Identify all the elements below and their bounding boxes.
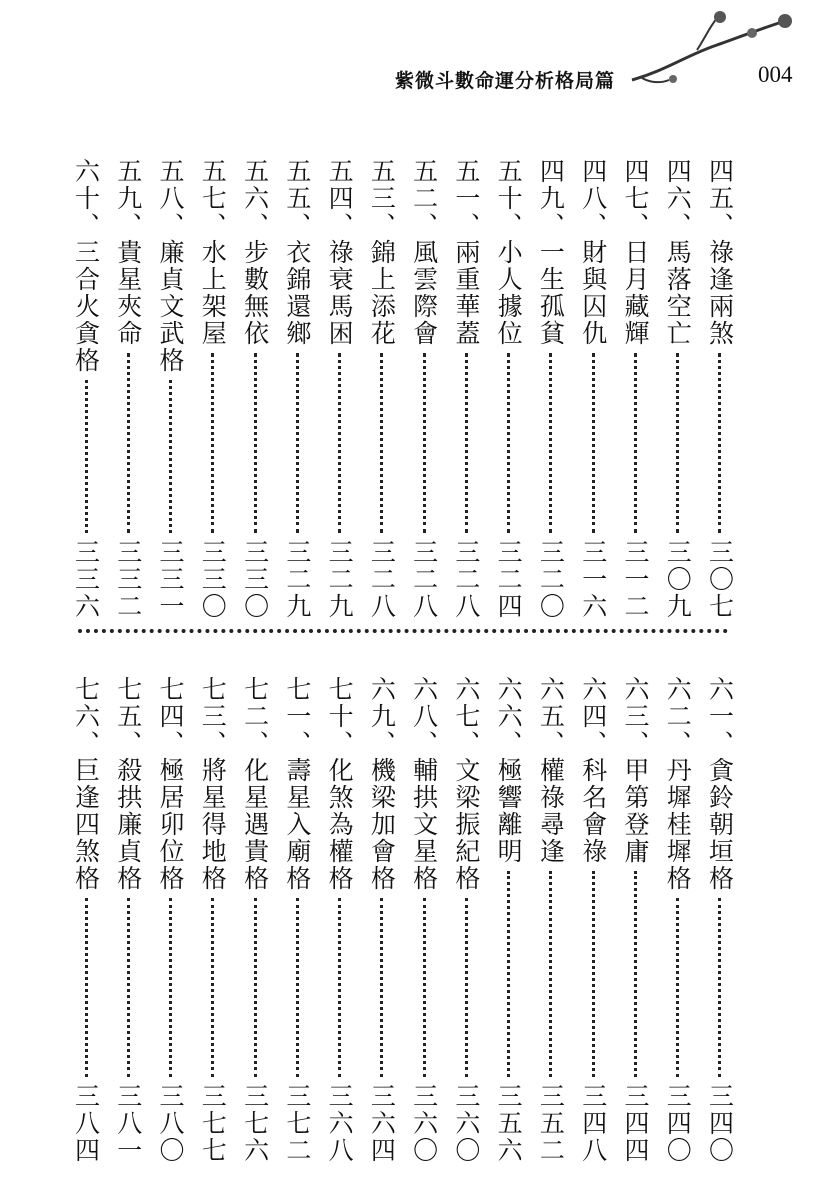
toc-entry-title: 七十、化煞為權格 xyxy=(325,676,355,892)
dot-leader xyxy=(127,898,130,1077)
dot-leader xyxy=(676,353,679,533)
toc-entry-title: 四九、一生孤貧 xyxy=(536,158,566,347)
toc-entry[interactable] xyxy=(153,158,189,620)
dot-leader xyxy=(254,353,257,533)
toc-entry[interactable] xyxy=(110,676,146,1164)
page-number: 004 xyxy=(758,62,793,87)
toc-entry-page: 三一二 xyxy=(620,539,650,620)
toc-entry[interactable] xyxy=(237,158,273,620)
toc-entry-page: 三一六 xyxy=(578,539,608,620)
toc-entry-page: 三六〇 xyxy=(409,1083,439,1164)
dot-leader xyxy=(676,898,679,1077)
toc-entry[interactable] xyxy=(364,158,400,620)
dot-leader xyxy=(169,380,172,533)
toc-entry-title: 六一、貪鈴朝垣格 xyxy=(705,676,735,892)
dot-leader xyxy=(465,353,468,533)
dot-leader xyxy=(211,898,214,1077)
toc-entry-title: 六四、科名會祿 xyxy=(578,676,608,865)
toc-entry[interactable] xyxy=(279,158,315,620)
toc-entry-page: 三三〇 xyxy=(198,539,228,620)
toc-entry-title: 五七、水上架屋 xyxy=(198,158,228,347)
toc-entry[interactable] xyxy=(195,676,231,1164)
toc-entry[interactable] xyxy=(195,158,231,620)
toc-entry[interactable] xyxy=(279,676,315,1164)
dot-leader xyxy=(296,353,299,533)
dot-leader xyxy=(423,898,426,1077)
toc-entry-page: 三二八 xyxy=(367,539,397,620)
toc-entry-title: 四七、日月藏輝 xyxy=(620,158,650,347)
toc-entry-title: 六五、權祿尋逢 xyxy=(536,676,566,865)
section-divider xyxy=(78,629,728,633)
toc-entry[interactable] xyxy=(702,158,738,620)
toc-entry-page: 三二九 xyxy=(282,539,312,620)
toc-entry-title: 六六、極響離明 xyxy=(494,676,524,865)
toc-entry-title: 七一、壽星入廟格 xyxy=(282,676,312,892)
dot-leader xyxy=(85,898,88,1077)
dot-leader xyxy=(592,871,595,1077)
toc-entry-page: 三六四 xyxy=(367,1083,397,1164)
toc-entry-title: 六三、甲第登庸 xyxy=(620,676,650,865)
toc-entry-title: 六九、機梁加會格 xyxy=(367,676,397,892)
toc-top-block xyxy=(68,158,738,620)
toc-entry-title: 五六、步數無依 xyxy=(240,158,270,347)
dot-leader xyxy=(549,353,552,533)
toc-entry[interactable] xyxy=(322,676,358,1164)
dot-leader xyxy=(718,353,721,533)
toc-entry[interactable] xyxy=(533,158,569,620)
toc-entry-title: 五一、兩重華蓋 xyxy=(451,158,481,347)
toc-entry[interactable] xyxy=(406,158,442,620)
toc-entry-title: 五五、衣錦還鄉 xyxy=(282,158,312,347)
toc-entry[interactable] xyxy=(448,676,484,1164)
toc-entry-page: 三三〇 xyxy=(240,539,270,620)
toc-entry-page: 三五六 xyxy=(494,1083,524,1164)
dot-leader xyxy=(634,353,637,533)
dot-leader xyxy=(296,898,299,1077)
toc-entry-title: 四六、馬落空亡 xyxy=(663,158,693,347)
dot-leader xyxy=(338,353,341,533)
dot-leader xyxy=(549,871,552,1077)
toc-entry-page: 三二四 xyxy=(494,539,524,620)
dot-leader xyxy=(423,353,426,533)
toc-entry-title: 七三、將星得地格 xyxy=(198,676,228,892)
toc-entry-page: 三三一 xyxy=(156,539,186,620)
running-title: 紫微斗數命運分析格局篇 xyxy=(395,70,616,92)
toc-entry[interactable] xyxy=(68,676,104,1164)
toc-entry-page: 三八〇 xyxy=(156,1083,186,1164)
toc-entry-title: 六八、輔拱文星格 xyxy=(409,676,439,892)
toc-entry[interactable] xyxy=(575,676,611,1164)
toc-entry-title: 六七、文梁振紀格 xyxy=(451,676,481,892)
toc-entry-title: 七六、巨逢四煞格 xyxy=(71,676,101,892)
toc-entry[interactable] xyxy=(110,158,146,620)
toc-entry[interactable] xyxy=(491,158,527,620)
toc-entry-page: 三〇七 xyxy=(705,539,735,620)
toc-entry-title: 四五、祿逢兩煞 xyxy=(705,158,735,347)
dot-leader xyxy=(380,353,383,533)
dot-leader xyxy=(380,898,383,1077)
toc-entry-title: 六二、丹墀桂墀格 xyxy=(663,676,693,892)
toc-entry-page: 三二八 xyxy=(409,539,439,620)
toc-entry-title: 七二、化星遇貴格 xyxy=(240,676,270,892)
toc-entry-page: 三六〇 xyxy=(451,1083,481,1164)
toc-entry-page: 三四八 xyxy=(578,1083,608,1164)
toc-entry-title: 五四、祿衰馬困 xyxy=(325,158,355,347)
dot-leader xyxy=(592,353,595,533)
toc-entry[interactable] xyxy=(617,158,653,620)
toc-entry-page: 三二九 xyxy=(325,539,355,620)
toc-entry-title: 五十、小人據位 xyxy=(494,158,524,347)
dot-leader xyxy=(507,871,510,1077)
toc-entry-title: 四八、財與囚仇 xyxy=(578,158,608,347)
toc-entry-title: 五九、貴星夾命 xyxy=(113,158,143,347)
toc-entry[interactable] xyxy=(660,158,696,620)
toc-entry[interactable] xyxy=(448,158,484,620)
dot-leader xyxy=(254,898,257,1077)
toc-entry[interactable] xyxy=(364,676,400,1164)
toc-entry[interactable] xyxy=(153,676,189,1164)
toc-entry-page: 三八四 xyxy=(71,1083,101,1164)
toc-entry[interactable] xyxy=(68,158,104,620)
toc-entry-page: 三五二 xyxy=(536,1083,566,1164)
toc-entry-title: 五三、錦上添花 xyxy=(367,158,397,347)
dot-leader xyxy=(507,353,510,533)
toc-bottom-block xyxy=(68,676,738,1164)
toc-entry-title: 五八、廉貞文武格 xyxy=(156,158,186,374)
toc-entry[interactable] xyxy=(406,676,442,1164)
ink-branch-illustration xyxy=(387,0,817,110)
toc-entry-page: 三二八 xyxy=(451,539,481,620)
toc-entry-title: 六十、三合火貪格 xyxy=(71,158,101,374)
dot-leader xyxy=(211,353,214,533)
toc-entry[interactable] xyxy=(491,676,527,1164)
dot-leader xyxy=(85,380,88,533)
toc-entry-page: 三〇九 xyxy=(663,539,693,620)
dot-leader xyxy=(127,353,130,533)
toc-entry-page: 三四〇 xyxy=(663,1083,693,1164)
toc-entry[interactable] xyxy=(702,676,738,1164)
dot-leader xyxy=(169,898,172,1077)
toc-entry-page: 三三六 xyxy=(71,539,101,620)
toc-entry-title: 七五、殺拱廉貞格 xyxy=(113,676,143,892)
toc-entry-title: 七四、極居卯位格 xyxy=(156,676,186,892)
dot-leader xyxy=(634,871,637,1077)
toc-entry[interactable] xyxy=(237,676,273,1164)
toc-entry-page: 三六八 xyxy=(325,1083,355,1164)
toc-entry-page: 三七七 xyxy=(198,1083,228,1164)
toc-entry-page: 三七二 xyxy=(282,1083,312,1164)
toc-entry[interactable] xyxy=(660,676,696,1164)
toc-entry-page: 三七六 xyxy=(240,1083,270,1164)
dot-leader xyxy=(338,898,341,1077)
toc-entry[interactable] xyxy=(533,676,569,1164)
toc-entry[interactable] xyxy=(322,158,358,620)
toc-entry-title: 五二、風雲際會 xyxy=(409,158,439,347)
toc-entry[interactable] xyxy=(617,676,653,1164)
toc-entry[interactable] xyxy=(575,158,611,620)
toc-entry-page: 三三二 xyxy=(113,539,143,620)
toc-entry-page: 三四〇 xyxy=(705,1083,735,1164)
toc-entry-page: 三四四 xyxy=(620,1083,650,1164)
dot-leader xyxy=(465,898,468,1077)
toc-entry-page: 三八一 xyxy=(113,1083,143,1164)
dot-leader xyxy=(718,898,721,1077)
toc-entry-page: 三二〇 xyxy=(536,539,566,620)
